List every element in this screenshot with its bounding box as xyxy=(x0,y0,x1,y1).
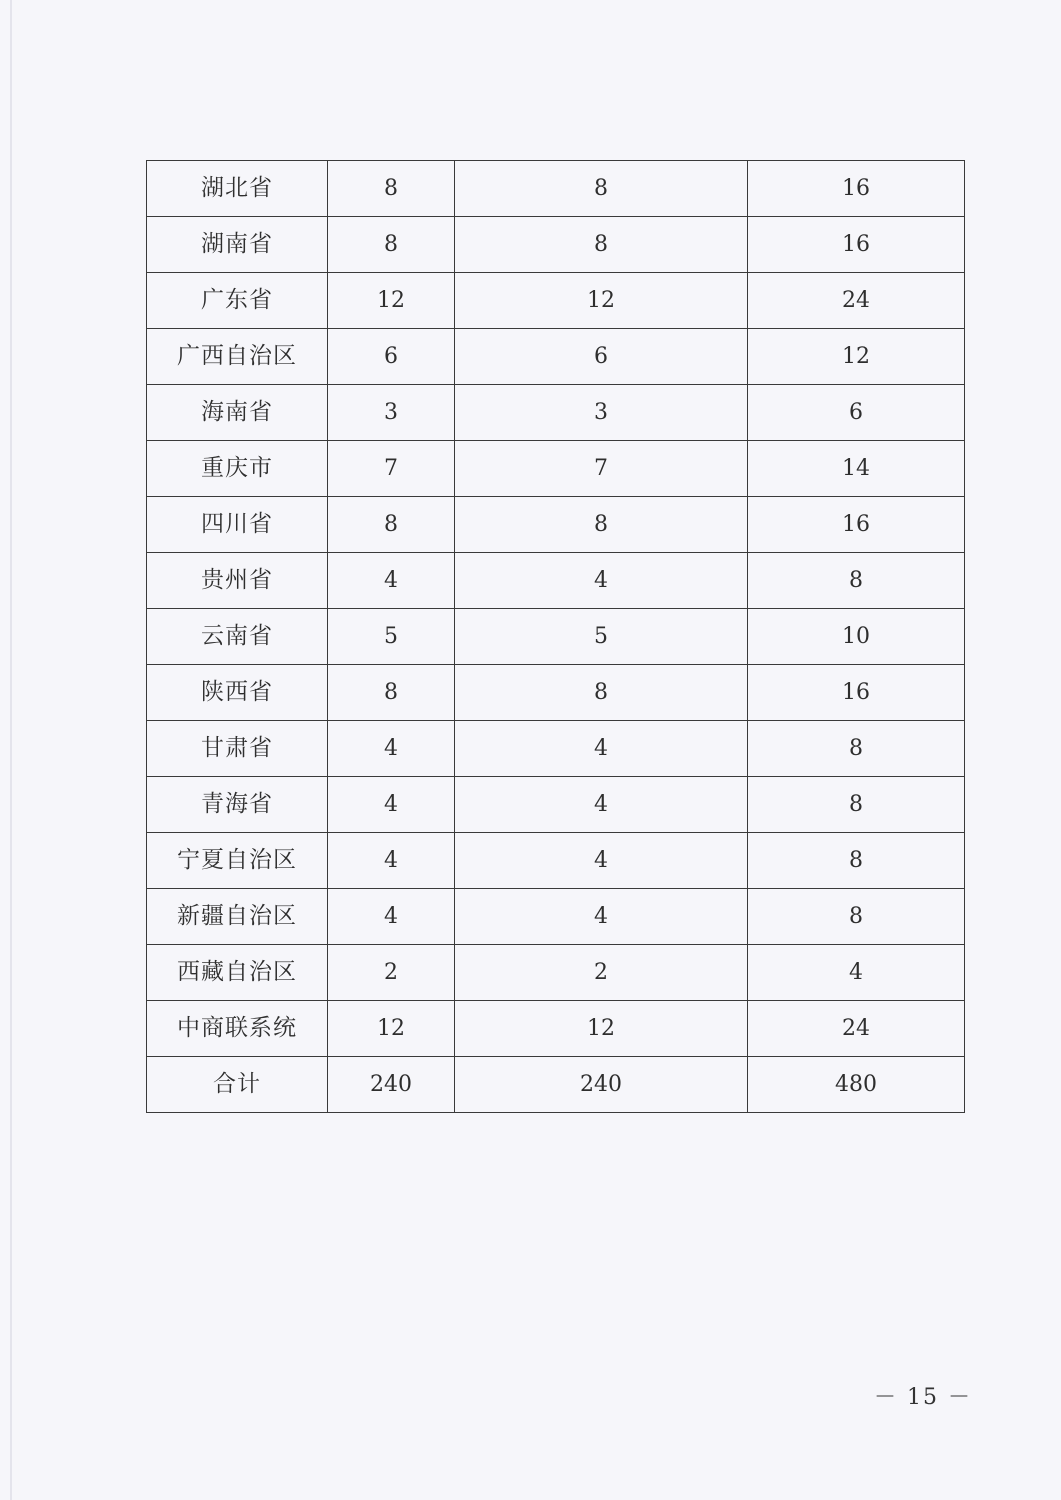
table-row xyxy=(147,945,965,1001)
region-cell: 湖南省 xyxy=(147,217,328,273)
value-cell-a: 8 xyxy=(328,217,455,273)
value-cell-b: 8 xyxy=(455,497,748,553)
table-row xyxy=(147,665,965,721)
value-cell-a: 4 xyxy=(328,889,455,945)
total-cell: 8 xyxy=(748,721,965,777)
table-row xyxy=(147,329,965,385)
region-cell: 陕西省 xyxy=(147,665,328,721)
total-cell: 8 xyxy=(748,833,965,889)
region-cell: 宁夏自治区 xyxy=(147,833,328,889)
total-cell: 12 xyxy=(748,329,965,385)
table-row xyxy=(147,385,965,441)
value-cell-a: 12 xyxy=(328,1001,455,1057)
total-cell: 16 xyxy=(748,665,965,721)
value-cell-a: 3 xyxy=(328,385,455,441)
total-cell: 24 xyxy=(748,1001,965,1057)
value-cell-b: 8 xyxy=(455,161,748,217)
value-cell-a: 7 xyxy=(328,441,455,497)
value-cell-b: 12 xyxy=(455,273,748,329)
table-row-total xyxy=(147,1057,965,1113)
total-cell: 8 xyxy=(748,553,965,609)
page-edge-shadow xyxy=(10,0,12,1500)
region-cell: 甘肃省 xyxy=(147,721,328,777)
value-cell-b: 8 xyxy=(455,217,748,273)
table-row xyxy=(147,1001,965,1057)
region-cell: 新疆自治区 xyxy=(147,889,328,945)
total-cell: 6 xyxy=(748,385,965,441)
table-row xyxy=(147,609,965,665)
total-cell: 8 xyxy=(748,889,965,945)
value-cell-b: 2 xyxy=(455,945,748,1001)
value-cell-b: 5 xyxy=(455,609,748,665)
total-cell: 16 xyxy=(748,217,965,273)
table-row xyxy=(147,889,965,945)
region-cell: 海南省 xyxy=(147,385,328,441)
total-cell: 4 xyxy=(748,945,965,1001)
total-cell: 480 xyxy=(748,1057,965,1113)
total-cell: 16 xyxy=(748,497,965,553)
value-cell-b: 4 xyxy=(455,833,748,889)
quota-table-body xyxy=(147,161,965,1113)
quota-table xyxy=(146,160,965,1113)
region-cell: 中商联系统 xyxy=(147,1001,328,1057)
region-cell: 贵州省 xyxy=(147,553,328,609)
value-cell-b: 4 xyxy=(455,721,748,777)
value-cell-b: 3 xyxy=(455,385,748,441)
value-cell-a: 4 xyxy=(328,553,455,609)
value-cell-a: 2 xyxy=(328,945,455,1001)
region-cell: 湖北省 xyxy=(147,161,328,217)
region-cell: 广西自治区 xyxy=(147,329,328,385)
region-cell: 西藏自治区 xyxy=(147,945,328,1001)
table-row xyxy=(147,721,965,777)
value-cell-a: 8 xyxy=(328,161,455,217)
total-label-cell: 合计 xyxy=(147,1057,328,1113)
value-cell-a: 12 xyxy=(328,273,455,329)
value-cell-b: 4 xyxy=(455,889,748,945)
value-cell-b: 4 xyxy=(455,553,748,609)
region-cell: 广东省 xyxy=(147,273,328,329)
value-cell-a: 8 xyxy=(328,497,455,553)
table-row xyxy=(147,497,965,553)
value-cell-b: 6 xyxy=(455,329,748,385)
page-number: － 15 － xyxy=(874,1385,972,1410)
region-cell: 青海省 xyxy=(147,777,328,833)
value-cell-a: 5 xyxy=(328,609,455,665)
table-row xyxy=(147,441,965,497)
value-cell-a: 4 xyxy=(328,833,455,889)
value-cell-a: 8 xyxy=(328,665,455,721)
region-cell: 云南省 xyxy=(147,609,328,665)
total-cell: 8 xyxy=(748,777,965,833)
table-row xyxy=(147,777,965,833)
total-cell: 14 xyxy=(748,441,965,497)
value-cell-a: 4 xyxy=(328,721,455,777)
value-cell-b: 7 xyxy=(455,441,748,497)
table-row xyxy=(147,833,965,889)
region-cell: 四川省 xyxy=(147,497,328,553)
value-cell-b: 8 xyxy=(455,665,748,721)
value-cell-a: 6 xyxy=(328,329,455,385)
table-row xyxy=(147,273,965,329)
value-cell-b: 12 xyxy=(455,1001,748,1057)
total-cell: 16 xyxy=(748,161,965,217)
table-row xyxy=(147,553,965,609)
table-row xyxy=(147,161,965,217)
region-cell: 重庆市 xyxy=(147,441,328,497)
value-cell-b: 240 xyxy=(455,1057,748,1113)
value-cell-a: 4 xyxy=(328,777,455,833)
total-cell: 24 xyxy=(748,273,965,329)
total-cell: 10 xyxy=(748,609,965,665)
value-cell-b: 4 xyxy=(455,777,748,833)
value-cell-a: 240 xyxy=(328,1057,455,1113)
table-row xyxy=(147,217,965,273)
